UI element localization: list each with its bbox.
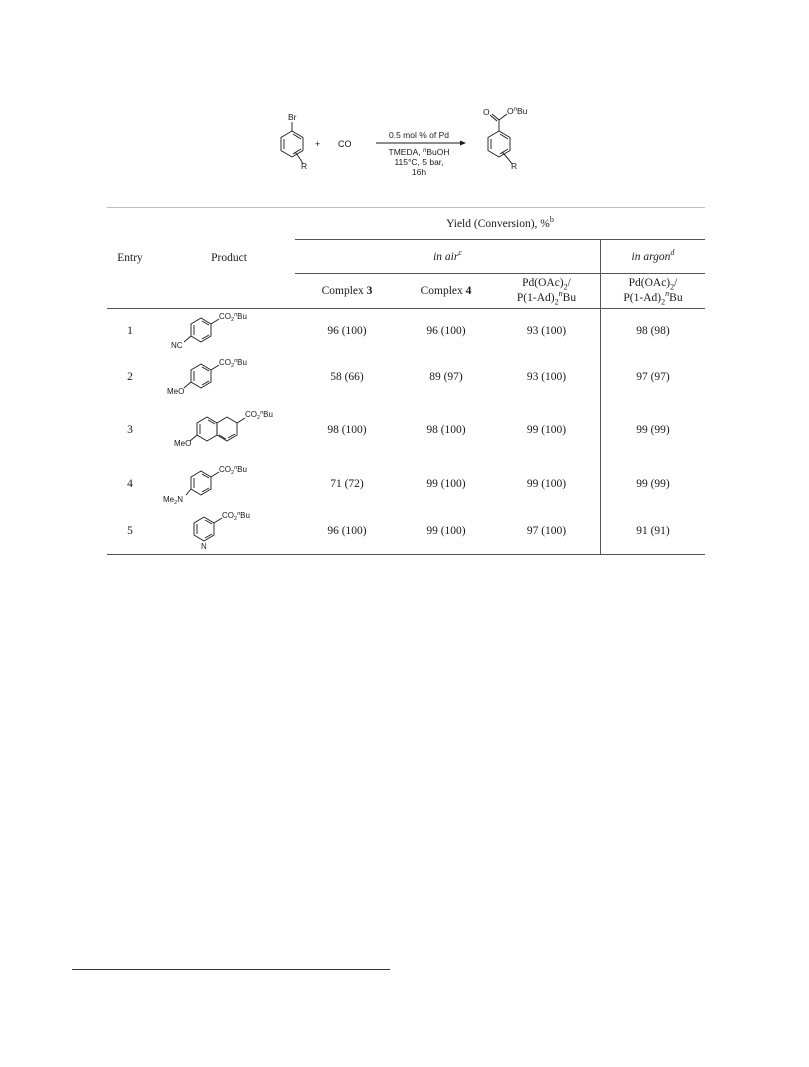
yield-pd-argon: 99 (99): [601, 401, 706, 459]
in-argon-header: in argon$^d$: [601, 240, 706, 274]
table-row: [107, 309, 705, 353]
product-structure: [153, 509, 295, 555]
carbonyl-oxygen: O: [483, 107, 490, 117]
yield-complex3: 58 (66): [330, 370, 364, 383]
entry-header: Entry: [117, 252, 143, 264]
reactant-r-label: R: [301, 161, 308, 171]
plus-sign: +: [315, 139, 321, 149]
yield-complex3: 71 (72): [330, 477, 364, 490]
product-structure: [153, 353, 295, 401]
conditions-catalyst: 0.5 mol % of Pd: [388, 130, 450, 140]
entry-number: 2: [127, 370, 133, 383]
conditions-temperature: 115°C, 5 bar,: [394, 157, 444, 167]
substituent-label: N: [201, 541, 207, 551]
table-row: [107, 509, 705, 555]
substituent-label: MeO: [167, 386, 185, 396]
substituent-label: MeO: [174, 438, 192, 448]
results-table: [107, 207, 705, 555]
substituent-label: $Me_2N$: [163, 494, 183, 506]
footnote-separator: [72, 969, 390, 970]
carbon-monoxide: CO: [338, 139, 352, 149]
pd-argon-header: $Pd(OAc)_2/$ $P(1-Ad)_2^nBu$: [601, 274, 706, 309]
entry-number: 3: [127, 423, 133, 436]
yield-pd-argon: 99 (99): [601, 459, 706, 509]
table-row: [107, 353, 705, 401]
yield-pd-air: 93 (100): [526, 324, 567, 337]
yield-complex4: 99 (100): [426, 525, 466, 538]
product-structure: [153, 459, 295, 509]
ester-label: $CO_2^nBu$: [219, 464, 247, 476]
substituent-label: NC: [171, 341, 183, 350]
product-structure: [153, 309, 295, 353]
yield-complex4: 96 (100): [426, 324, 466, 337]
reactant-aryl-bromide: [281, 112, 307, 171]
reaction-arrow: [376, 141, 466, 146]
ester-group: $O^nBu$: [507, 106, 528, 116]
ester-label: $CO_2^nBu$: [245, 409, 273, 421]
product-header: Product: [211, 252, 247, 264]
conditions-time: 16h: [411, 167, 427, 177]
table-row: [107, 401, 705, 459]
complex4-header: Complex 4: [420, 285, 472, 297]
yield-pd-air: 99 (100): [526, 423, 567, 436]
ester-label: $CO_2^nBu$: [219, 357, 247, 369]
yield-complex3: 96 (100): [327, 525, 367, 538]
yield-pd-argon: 97 (97): [601, 353, 706, 401]
in-air-header: in air$^c$: [295, 240, 601, 274]
bromo-label: Br: [288, 112, 297, 122]
entry-number: 4: [127, 477, 133, 490]
yield-complex3: 98 (100): [327, 423, 367, 436]
complex3-header: Complex 3: [321, 285, 373, 297]
yield-complex4: 99 (100): [426, 477, 466, 490]
yield-pd-argon: 91 (91): [601, 509, 706, 555]
yield-header: Yield (Conversion), %$^b$: [295, 208, 705, 240]
pd-air-header: $Pd(OAc)_2/$ $P(1-Ad)_2^nBu$: [516, 277, 577, 307]
yield-pd-air: 93 (100): [526, 370, 567, 383]
reaction-scheme: [0, 0, 809, 200]
yield-complex3: 96 (100): [327, 324, 367, 337]
yield-complex4: 98 (100): [426, 423, 466, 436]
product-r-label: R: [511, 161, 518, 171]
product-structure: [153, 401, 295, 459]
table-row: [107, 459, 705, 509]
ester-label: $CO_2^nBu$: [222, 510, 250, 522]
yield-complex4: 89 (97): [429, 370, 463, 383]
entry-number: 5: [127, 525, 133, 538]
entry-number: 1: [127, 324, 133, 337]
yield-pd-air: 99 (100): [526, 477, 567, 490]
conditions-solvent: TMEDA, $^n$BuOH: [388, 147, 450, 157]
header-row-1: [107, 208, 705, 240]
yield-pd-argon: 98 (98): [601, 309, 706, 353]
product-ester: [483, 106, 528, 171]
ester-label: $CO_2^nBu$: [219, 312, 247, 323]
yield-pd-air: 97 (100): [526, 525, 567, 538]
